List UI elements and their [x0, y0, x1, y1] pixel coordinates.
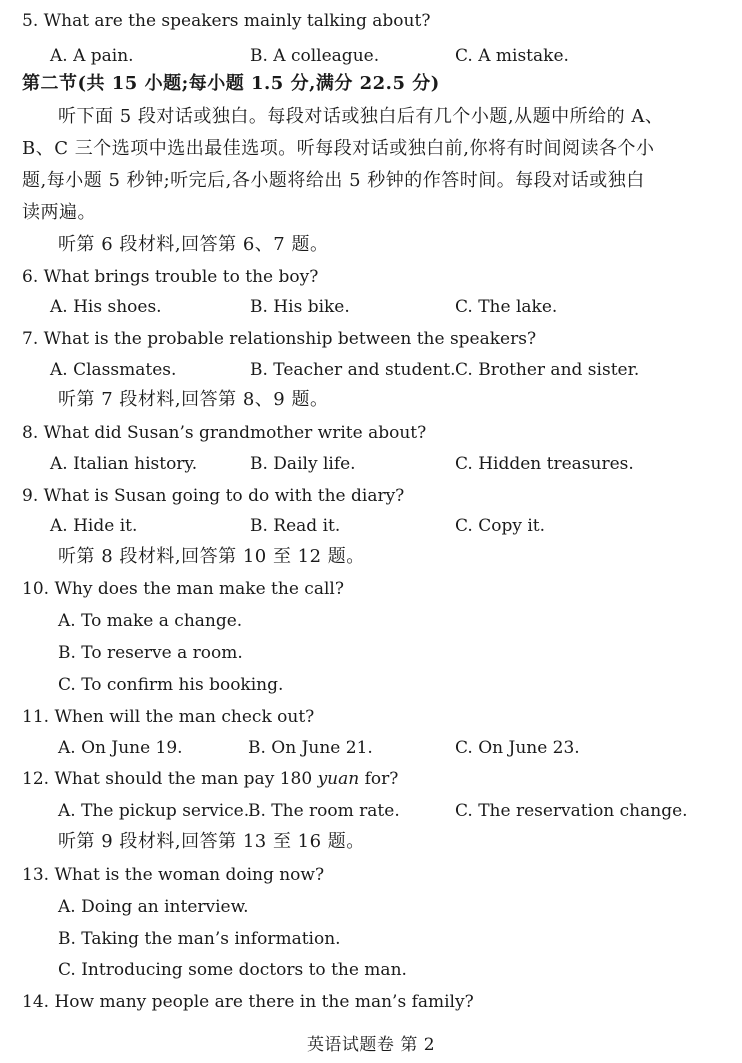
- option-a: A. To make a change.: [58, 611, 243, 631]
- section-intro-line: 读两遍。: [22, 202, 96, 223]
- option-c: C. To confirm his booking.: [58, 675, 284, 695]
- question-9: [22, 485, 404, 507]
- option-b: B. On June 21.: [248, 738, 373, 758]
- question-number: 11.: [22, 707, 50, 727]
- question-7: [22, 328, 536, 350]
- option-b: B. The room rate.: [248, 801, 400, 821]
- question-11: [22, 706, 314, 728]
- material-instruction: 听第 9 段材料,回答第 13 至 16 题。: [58, 831, 365, 852]
- option-b: B. A colleague.: [250, 46, 380, 66]
- option-c: C. Brother and sister.: [455, 360, 640, 380]
- option-a: A. The pickup service.: [58, 801, 250, 821]
- section-intro-line: 听下面 5 段对话或独白。每段对话或独白后有几个小题,从题中所给的 A、: [58, 106, 664, 127]
- page-footer: 英语试题卷 第 2: [306, 1035, 436, 1055]
- question-text: How many people are there in the man’s family?: [54, 992, 474, 1012]
- material-instruction: 听第 7 段材料,回答第 8、9 题。: [58, 389, 329, 410]
- question-text: What is the probable relationship between the speakers?: [43, 329, 537, 349]
- section-header: 第二节(共 15 小题;每小题 1.5 分,满分 22.5 分): [22, 73, 440, 94]
- question-12: [22, 768, 398, 790]
- option-c: C. The lake.: [455, 297, 558, 317]
- material-instruction: 听第 8 段材料,回答第 10 至 12 题。: [58, 546, 365, 567]
- question-number: 5.: [22, 11, 39, 31]
- question-8: [22, 422, 426, 444]
- question-text: for?: [359, 769, 399, 789]
- question-6: [22, 266, 318, 288]
- option-b: B. Taking the man’s information.: [58, 929, 341, 949]
- option-a: A. Hide it.: [50, 516, 138, 536]
- question-number: 10.: [22, 579, 50, 599]
- question-number: 7.: [22, 329, 39, 349]
- question-number: 13.: [22, 865, 50, 885]
- option-b: B. Daily life.: [250, 454, 356, 474]
- option-c: C. The reservation change.: [455, 801, 688, 821]
- question-text: Why does the man make the call?: [54, 579, 344, 599]
- option-b: B. His bike.: [250, 297, 350, 317]
- option-c: C. Copy it.: [455, 516, 546, 536]
- option-a: A. Doing an interview.: [58, 897, 249, 917]
- option-c: C. On June 23.: [455, 738, 580, 758]
- question-text: What brings trouble to the boy?: [43, 267, 319, 287]
- question-text: What should the man pay 180: [54, 769, 318, 789]
- option-b: B. Read it.: [250, 516, 341, 536]
- question-13: [22, 864, 324, 886]
- question-text: What did Susan’s grandmother write about?: [43, 423, 427, 443]
- question-number: 9.: [22, 486, 39, 506]
- option-a: A. His shoes.: [50, 297, 162, 317]
- question-number: 14.: [22, 992, 50, 1012]
- option-a: A. On June 19.: [58, 738, 183, 758]
- question-number: 6.: [22, 267, 39, 287]
- question-text-italic: yuan: [317, 769, 360, 789]
- option-c: C. A mistake.: [455, 46, 569, 66]
- section-intro-line: 题,每小题 5 秒钟;听完后,各小题将给出 5 秒钟的作答时间。每段对话或独白: [22, 170, 645, 191]
- material-instruction: 听第 6 段材料,回答第 6、7 题。: [58, 234, 329, 255]
- question-text: What is Susan going to do with the diary?: [43, 486, 405, 506]
- option-c: C. Hidden treasures.: [455, 454, 634, 474]
- option-a: A. Italian history.: [50, 454, 198, 474]
- option-a: A. Classmates.: [50, 360, 177, 380]
- question-10: [22, 578, 344, 600]
- question-14: [22, 991, 474, 1013]
- section-intro-line: B、C 三个选项中选出最佳选项。听每段对话或独白前,你将有时间阅读各个小: [22, 138, 655, 159]
- question-text: When will the man check out?: [54, 707, 315, 727]
- question-number: 12.: [22, 769, 50, 789]
- option-c: C. Introducing some doctors to the man.: [58, 960, 407, 980]
- question-5: [22, 10, 430, 32]
- question-text: What are the speakers mainly talking about?: [43, 11, 431, 31]
- option-b: B. To reserve a room.: [58, 643, 243, 663]
- question-number: 8.: [22, 423, 39, 443]
- option-b: B. Teacher and student.: [250, 360, 456, 380]
- option-a: A. A pain.: [50, 46, 134, 66]
- question-text: What is the woman doing now?: [54, 865, 325, 885]
